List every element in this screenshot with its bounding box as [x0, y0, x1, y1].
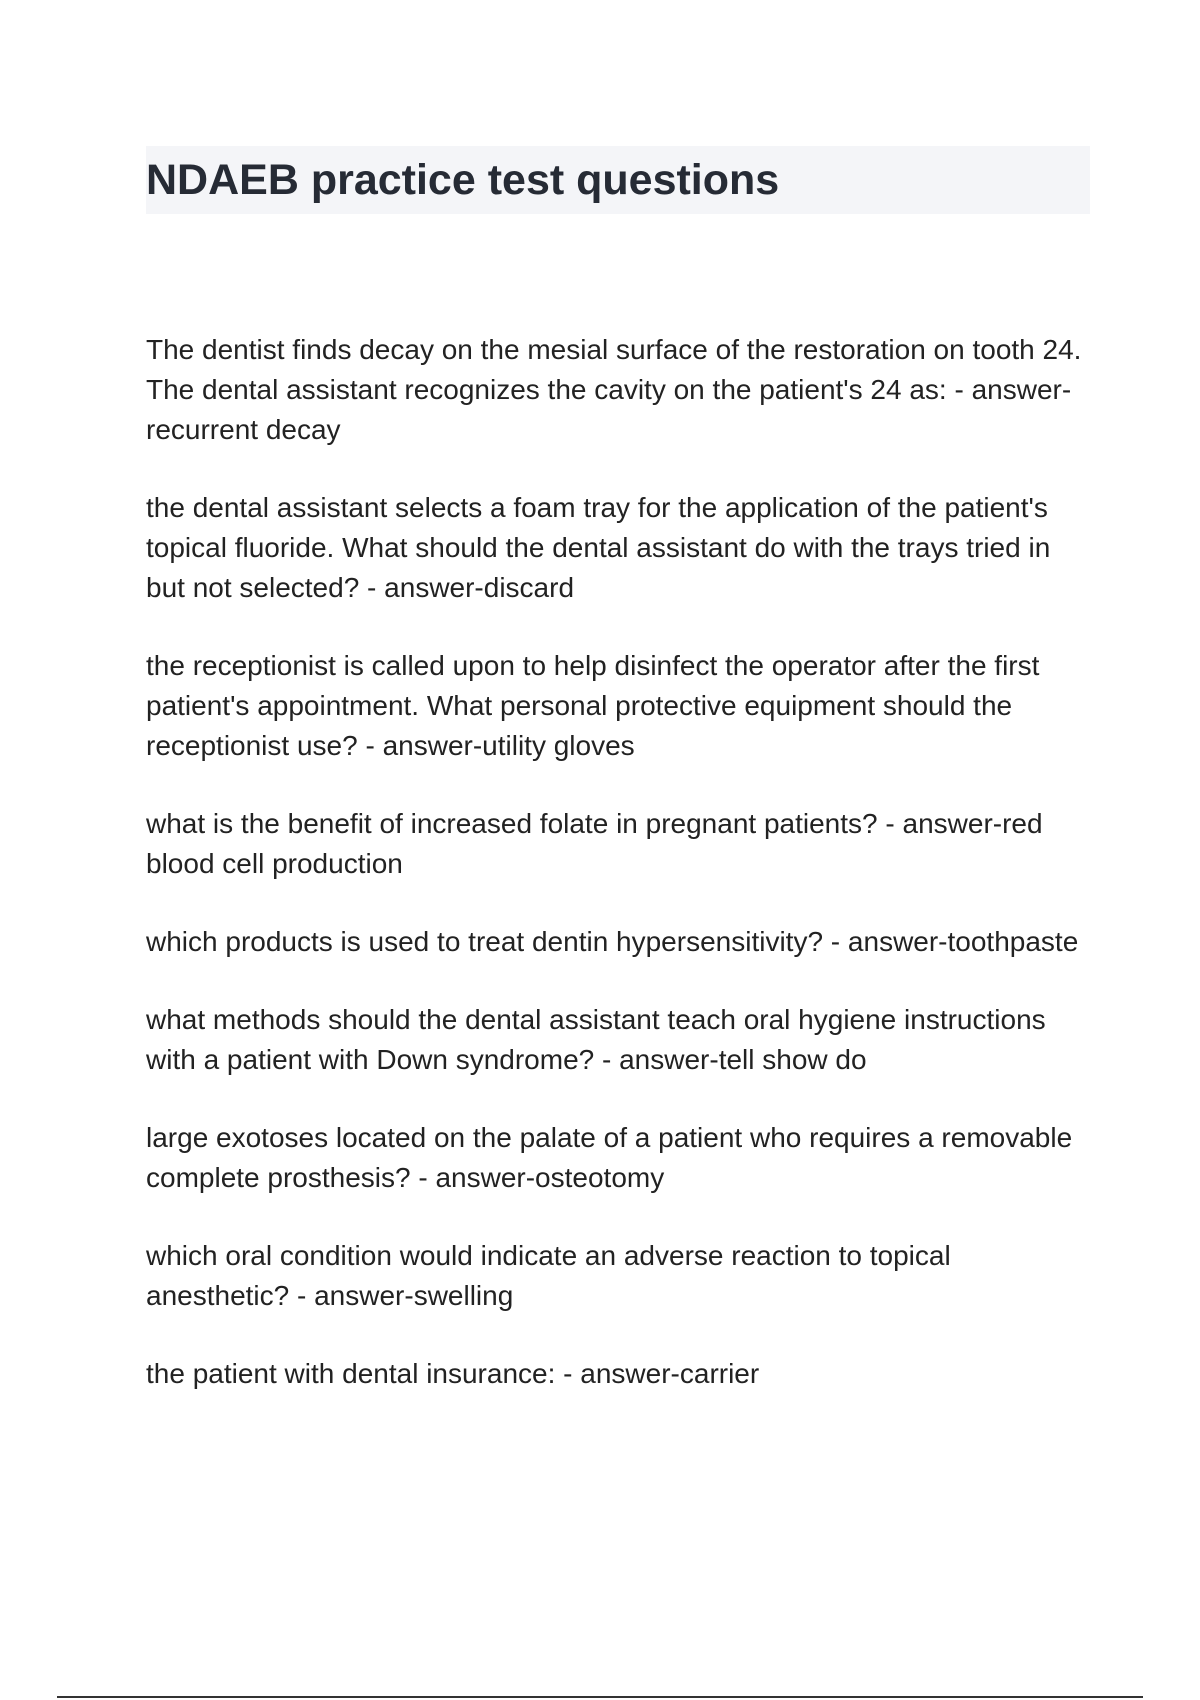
question-answer-separator: - — [594, 1044, 620, 1075]
question-item — [146, 804, 1096, 884]
question-answer-separator: - — [877, 808, 903, 839]
question-text: which oral condition would indicate an adverse reaction to topical anesthetic? — [146, 1240, 951, 1311]
question-answer-separator: - — [357, 730, 383, 761]
question-text: the dental assistant selects a foam tray for the application of the patient's topical fluoride. What should the dental assistant do with the trays tried in but not selected? — [146, 492, 1051, 603]
question-item — [146, 1354, 1096, 1394]
answer-text: answer-carrier — [580, 1358, 760, 1389]
question-text: the receptionist is called upon to help disinfect the operator after the first patient's appointment. What personal protective equipment should the receptionist use? — [146, 650, 1040, 761]
answer-text: answer-toothpaste — [847, 926, 1079, 957]
answer-text: answer-osteotomy — [435, 1162, 665, 1193]
question-list — [146, 330, 1096, 1432]
question-item — [146, 1118, 1096, 1198]
question-text: The dentist finds decay on the mesial surface of the restoration on tooth 24. The dental assistant recognizes the cavity on the patient's 24 as: — [146, 334, 1082, 405]
answer-text: answer-red blood cell production — [146, 808, 1043, 879]
question-text: large exotoses located on the palate of a patient who requires a removable complete prosthesis? — [146, 1122, 1073, 1193]
question-answer-separator: - — [555, 1358, 581, 1389]
footer-divider — [57, 1696, 1143, 1698]
question-text: which products is used to treat dentin hypersensitivity? — [146, 926, 824, 957]
question-item — [146, 488, 1096, 608]
answer-text: answer-utility gloves — [382, 730, 635, 761]
answer-text: answer-swelling — [314, 1280, 514, 1311]
question-answer-separator: - — [289, 1280, 315, 1311]
answer-text: answer-tell show do — [619, 1044, 867, 1075]
title-banner — [146, 146, 1090, 214]
question-answer-separator: - — [946, 374, 972, 405]
question-item — [146, 922, 1096, 962]
page-title: NDAEB practice test questions — [146, 156, 780, 204]
question-answer-separator: - — [410, 1162, 436, 1193]
question-answer-separator: - — [823, 926, 848, 957]
question-item — [146, 1000, 1096, 1080]
question-answer-separator: - — [359, 572, 385, 603]
question-item — [146, 646, 1096, 766]
question-item — [146, 1236, 1096, 1316]
question-text: what methods should the dental assistant teach oral hygiene instructions with a patient with Down syndrome? — [146, 1004, 1046, 1075]
answer-text: answer-recurrent decay — [146, 374, 1072, 445]
question-text: what is the benefit of increased folate in pregnant patients? — [146, 808, 878, 839]
question-item — [146, 330, 1096, 450]
answer-text: answer-discard — [384, 572, 575, 603]
question-text: the patient with dental insurance: — [146, 1358, 556, 1389]
